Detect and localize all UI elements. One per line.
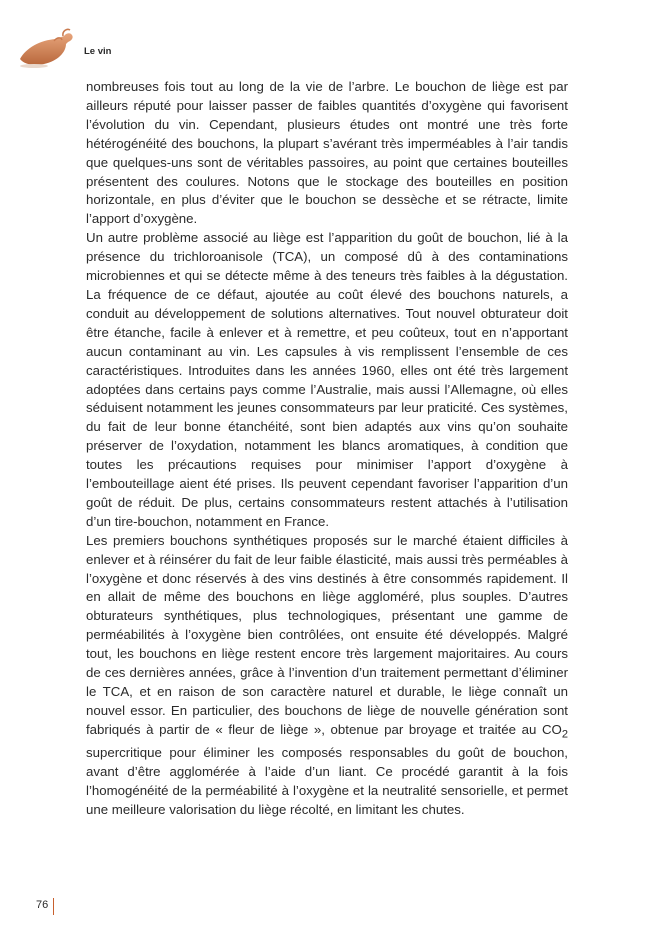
paragraph-1-text: nombreuses fois tout au long de la vie de l’arbre. Le bouchon de liège est par ailleurs réputé pour laisser passer de faibles quantités d’oxygène qui favorisent l’évolution du vin. Cependant, plusieurs études ont montré une très forte hétérogénéité des bouchons, la plupart s’avérant très imperméables à l’air tandis que quelques-uns sont de véritables passoires, au point que certaines bouteilles présentent des coulures. Notons que le stockage des bouteilles en position horizontale, en plus d’éviter que le bouchon se dessèche et se rétracte, limite l’apport d’oxygène. bbox=[86, 79, 568, 227]
paragraph-1 bbox=[86, 78, 568, 229]
paragraph-2-text: Un autre problème associé au liège est l’apparition du goût de bouchon, lié à la présence du trichloroanisole (TCA), un composé dû à des contaminations microbiennes et qui se détecte même à des teneurs très faibles à la dégustation. La fréquence de ce défaut, ajoutée au coût élevé des bouchons naturels, a conduit au développement de solutions alternatives. Tout nouvel obturateur doit être étanche, facile à enlever et à remettre, et peu coûteux, tout en n’apportant aucun contaminant au vin. Les capsules à vis remplissent l’ensemble de ces caractéristiques. Introduites dans les années 1960, elles ont été très largement adoptées dans certains pays comme l’Australie, mais aussi l’Allemagne, où elles séduisent notamment les jeunes consommateurs par leur praticité. Ces systèmes, du fait de leur bonne étanchéité, sont bien adaptés aux vins qu’on souhaite préserver de l’oxydation, notamment les blancs aromatiques, à condition que toutes les précautions requises pour minimiser l’apport d’oxygène à l’embouteillage aient été prises. Ils peuvent cependant favoriser l’apparition d’un goût de réduit. De plus, certains consommateurs restent attachés à l’utilisation d’un tire-bouchon, notamment en France. bbox=[86, 230, 568, 529]
section-title: Le vin bbox=[84, 46, 112, 57]
page-number: 76 bbox=[36, 899, 49, 911]
paragraph-3-text-continued: supercritique pour éliminer les composés responsables du goût de bouchon, avant d’être agglomérée à l’aide d’un liant. Ce procédé garantit à la fois l’homogénéité de la perméabilité à l’oxygène et la neutralité sensorielle, et permet une meilleure valorisation du liège récolté, en limitant les chutes. bbox=[86, 745, 568, 818]
amphora-icon bbox=[16, 26, 80, 77]
paragraph-3-text: Les premiers bouchons synthétiques proposés sur le marché étaient difficiles à enlever et à réinsérer du fait de leur faible élasticité, mais aussi très perméables à l’oxygène et donc réservés à des vins destinés à être consommés rapidement. Il en allait de même des bouchons en liège aggloméré, plus souples. D’autres obturateurs synthétiques, plus technologiques, présentant une gamme de perméabilités à l’oxygène bien contrôlées, ont ensuite été développés. Malgré tout, les bouchons en liège restent encore très largement majoritaires. Au cours de ces dernières années, grâce à l’invention d’un traitement permettant d’éliminer le TCA, et en raison de son caractère naturel et durable, le liège connaît un nouvel essor. En particulier, des bouchons de liège de nouvelle génération sont fabriqués à partir de « fleur de liège », obtenue par broyage et traitée au CO bbox=[86, 532, 568, 737]
co2-subscript: 2 bbox=[561, 728, 568, 741]
paragraph-3 bbox=[86, 532, 568, 820]
page-number-rule bbox=[53, 898, 54, 915]
paragraph-2 bbox=[86, 229, 568, 532]
body-text bbox=[86, 78, 568, 820]
running-header bbox=[16, 26, 316, 72]
